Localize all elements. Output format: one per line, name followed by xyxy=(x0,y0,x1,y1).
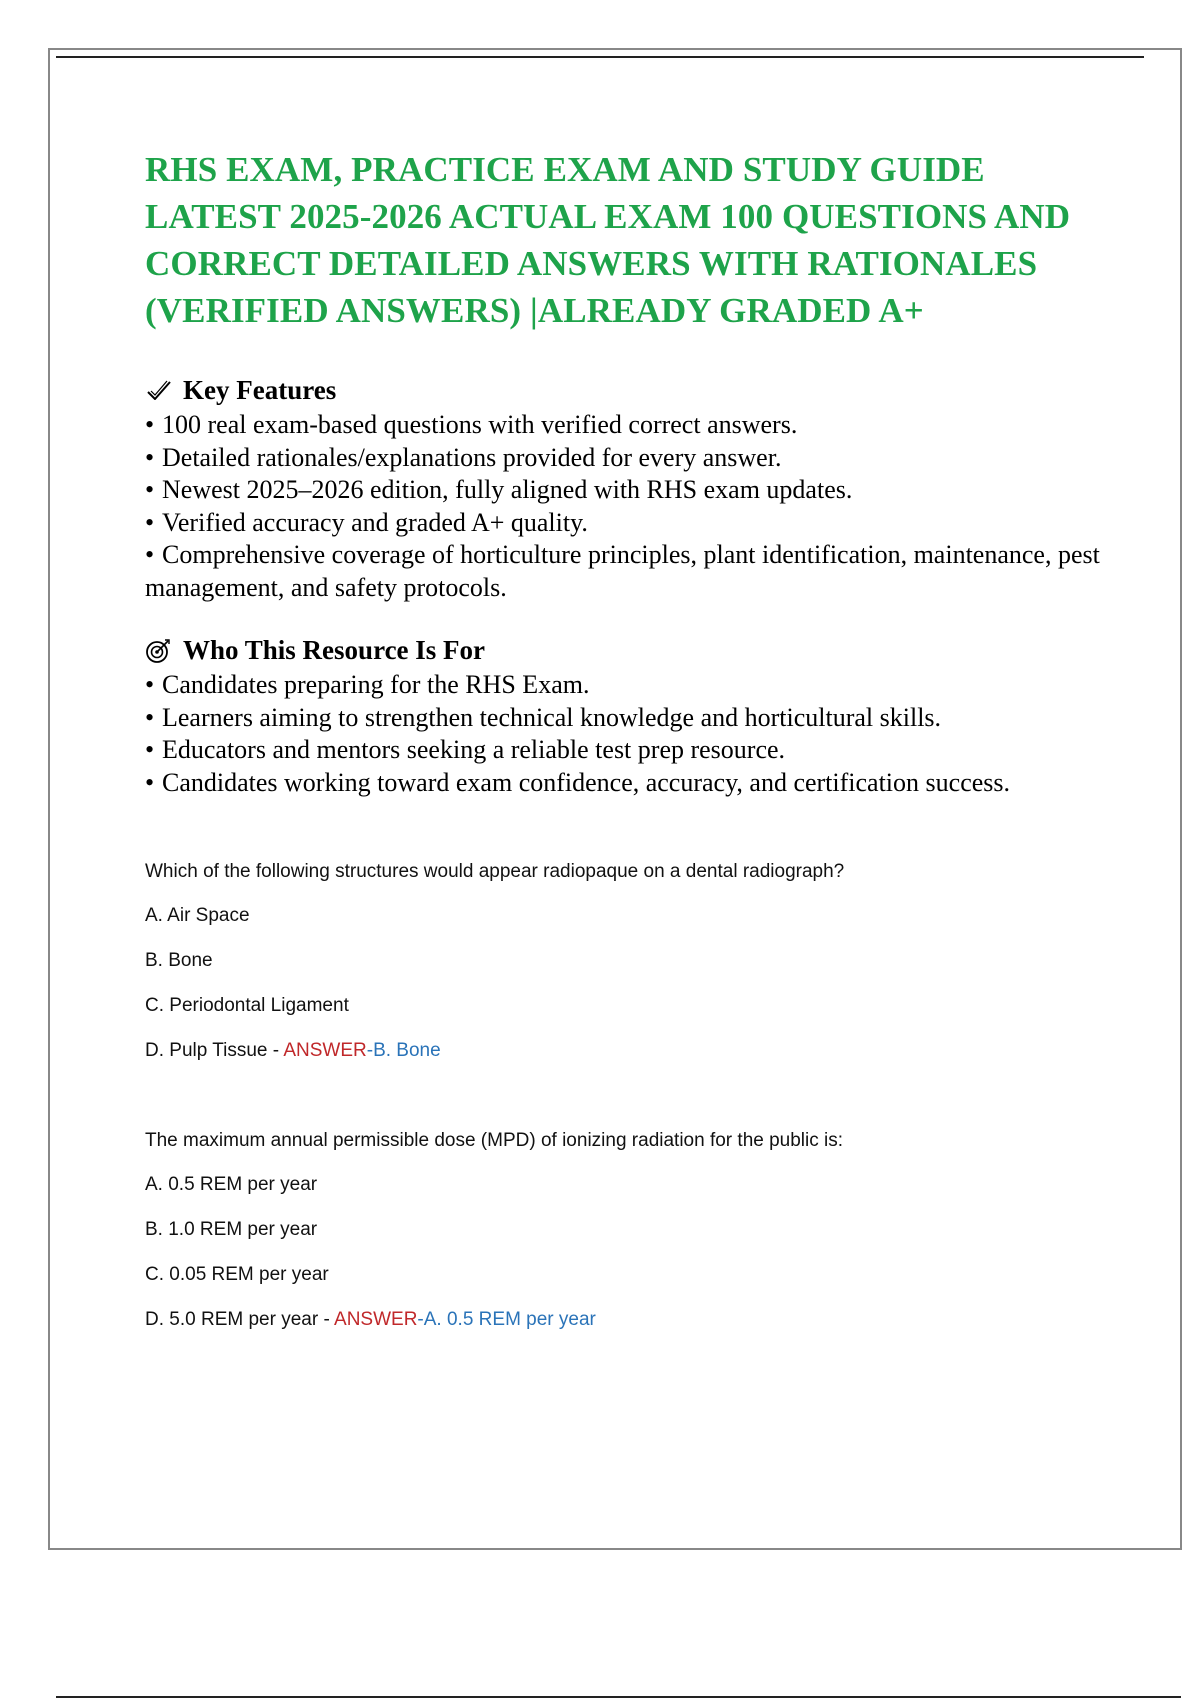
top-rule xyxy=(56,56,1144,58)
answer-label: ANSWER xyxy=(334,1309,418,1330)
audience-heading xyxy=(145,634,1115,667)
answer-option: A. 0.5 REM per year xyxy=(145,1174,318,1195)
answer-option: B. Bone xyxy=(145,950,213,971)
list-item: • Candidates working toward exam confidence, accuracy, and certification success. xyxy=(145,767,1011,797)
list-item: • Newest 2025–2026 edition, fully aligned with RHS exam updates. xyxy=(145,475,853,504)
list-item: • Detailed rationales/explanations provided for every answer. xyxy=(145,442,782,472)
answer-option: A. Air Space xyxy=(145,905,250,926)
key-features-list xyxy=(145,409,1115,604)
list-item: • Verified accuracy and graded A+ quality. xyxy=(145,507,588,537)
list-item: • 100 real exam-based questions with verified correct answers. xyxy=(145,410,798,439)
answer-option: B. 1.0 REM per year xyxy=(145,1219,318,1240)
list-item: • Comprehensive coverage of horticulture principles, plant identification, maintenance, pest management, and safety protocols. xyxy=(145,540,1100,602)
key-features-section xyxy=(145,374,1115,604)
list-item: • Learners aiming to strengthen technical knowledge and horticultural skills. xyxy=(145,702,942,732)
question-text: The maximum annual permissible dose (MPD) of ionizing radiation for the public is: xyxy=(145,1130,844,1151)
audience-list xyxy=(145,669,1115,799)
question-block xyxy=(145,861,1115,1062)
question-block xyxy=(145,1130,1115,1331)
answer-label: ANSWER xyxy=(283,1040,367,1061)
check-mark-icon xyxy=(145,377,173,405)
audience-heading-text: Who This Resource Is For xyxy=(183,635,486,665)
bottom-rule xyxy=(56,1696,1181,1698)
list-item: • Educators and mentors seeking a reliable test prep resource. xyxy=(145,735,786,764)
answer-option-with-key: D. Pulp Tissue - ANSWER-B. Bone xyxy=(145,1040,441,1061)
audience-section xyxy=(145,634,1115,799)
answer-value: -A. 0.5 REM per year xyxy=(417,1309,596,1330)
answer-value: -B. Bone xyxy=(366,1040,441,1061)
question-text: Which of the following structures would appear radiopaque on a dental radiograph? xyxy=(145,861,845,882)
list-item: • Candidates preparing for the RHS Exam. xyxy=(145,670,590,699)
answer-option: C. Periodontal Ligament xyxy=(145,995,349,1016)
target-icon xyxy=(145,637,173,665)
document-title: RHS EXAM, PRACTICE EXAM AND STUDY GUIDE LATEST 2025-2026 ACTUAL EXAM 100 QUESTIONS AND CORRECT DETAILED ANSWERS WITH RATIONALES (VERIFIED ANSWERS) |ALREADY GRADED A+ xyxy=(145,150,1071,330)
answer-option-with-key: D. 5.0 REM per year - ANSWER-A. 0.5 REM per year xyxy=(145,1309,596,1330)
document-content xyxy=(145,146,1115,1331)
key-features-heading-text: Key Features xyxy=(183,375,337,405)
key-features-heading xyxy=(145,374,1115,407)
answer-option: C. 0.05 REM per year xyxy=(145,1264,329,1285)
